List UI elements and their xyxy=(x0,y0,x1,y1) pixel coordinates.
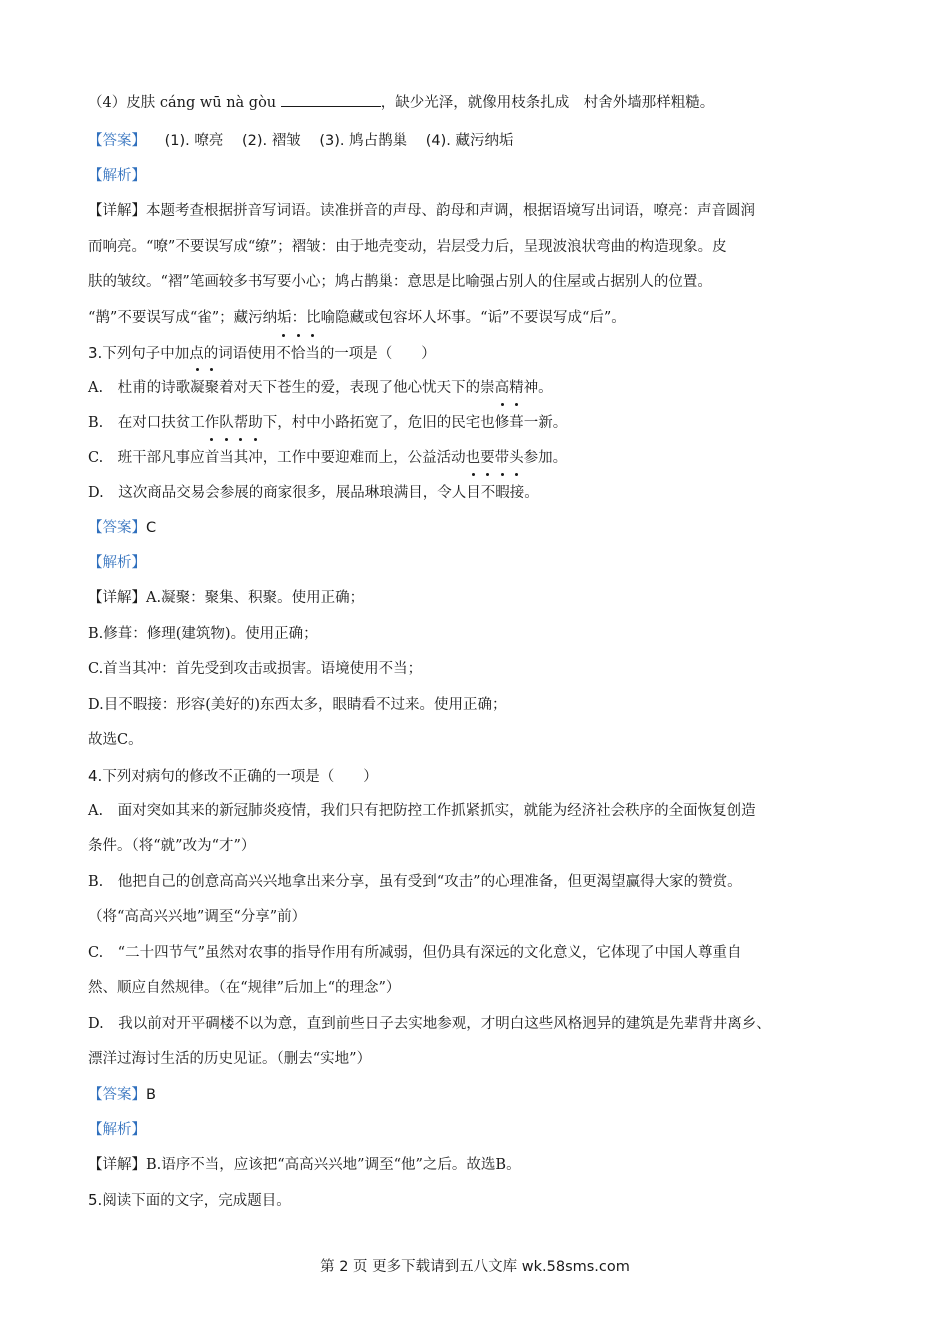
analysis-tag: 【解析】 xyxy=(88,1121,146,1138)
q2-item4-line xyxy=(88,86,868,121)
q3-answer-line xyxy=(88,511,868,546)
q3-option-a xyxy=(88,371,868,406)
q3-detail-line: D.目不暇接：形容(美好的)东西太多，眼睛看不过来。使用正确； xyxy=(88,696,507,713)
q4-option-line: C. “二十四节气”虽然对农事的指导作用有所减弱，但仍具有深远的文化意义，它体现了中国人尊重自 xyxy=(88,944,742,961)
q4-option-line: 漂洋过海讨生活的历史见证。（删去“实地”） xyxy=(88,1051,372,1067)
question-number: 3. xyxy=(88,344,103,362)
q4-answer: B xyxy=(146,1086,156,1103)
q4-stem xyxy=(88,759,868,794)
q3-option-d xyxy=(88,476,868,511)
dotted-char: 修 xyxy=(495,406,510,441)
page-footer: 第 2 页 更多下载请到五八文库 wk.58sms.com xyxy=(320,1259,630,1275)
question-number: 4. xyxy=(88,766,103,785)
q3-detail-line: C.首当其冲：首先受到攻击或损害。语境使用不当； xyxy=(88,661,423,677)
dotted-char: 其 xyxy=(234,441,249,476)
q4-option-line: （将“高高兴兴地”调至“分享”前） xyxy=(88,909,307,925)
q2-answer-line xyxy=(88,124,868,159)
q2-answer-2: (2). 褶皱 xyxy=(241,133,301,149)
analysis-tag: 【解析】 xyxy=(88,168,146,184)
q4-answer-line xyxy=(88,1078,868,1113)
q3-option-c xyxy=(88,441,868,476)
q4-option-line: B. 他把自己的创意高高兴兴地拿出来分享，虽有受到“攻击”的心理准备，但更渴望赢得大家的赞赏。 xyxy=(88,873,742,890)
q3-answer: C xyxy=(146,520,157,536)
q4-option-line: 然、顺应自然规律。（在“规律”后加上“的理念”） xyxy=(88,980,401,996)
dotted-char: 目 xyxy=(466,476,481,511)
question-number: 5. xyxy=(88,1190,103,1209)
q3-detail-line: 故选C。 xyxy=(88,732,143,748)
q3-stem xyxy=(88,336,868,371)
dotted-char: 葺 xyxy=(509,406,524,441)
q5-stem-text: 阅读下面的文字，完成题目。 xyxy=(102,1192,291,1209)
answer-blank xyxy=(281,92,381,107)
dotted-char: 当 xyxy=(305,337,320,372)
option-text: 一新。 xyxy=(523,415,568,431)
dotted-char: 凝 xyxy=(190,371,205,406)
q4-option-line: D. 我以前对开平碉楼不以为意，直到前些日子去实地参观，才明白这些风格迥异的建筑是先辈背井离乡、 xyxy=(88,1015,771,1032)
answer-tag: 【答案】 xyxy=(88,520,146,536)
answer-tag: 【答案】 xyxy=(88,1086,146,1103)
answer-tag: 【答案】 xyxy=(88,133,146,149)
q3-detail-line: 【详解】A.凝聚：聚集、积聚。使用正确； xyxy=(88,590,365,606)
q2-detail-line: 而响亮。“嘹”不要误写成“缭”；褶皱：由于地壳变动，岩层受力后，呈现波浪状弯曲的构造现象。皮 xyxy=(88,238,727,255)
q4-option-line: 条件。（将“就”改为“才”） xyxy=(88,838,256,854)
q4-stem-text: 下列对病句的修改不正确的一项是（ ） xyxy=(102,768,378,785)
q4-detail: 【详解】B.语序不当，应该把“高高兴兴地”调至“他”之后。故选B。 xyxy=(88,1156,521,1173)
q2-item4-prefix: （4）皮肤 cáng wū nà gòu xyxy=(88,95,281,111)
option-text: C. 班干部凡事应 xyxy=(88,450,205,466)
dotted-char: 当 xyxy=(219,441,234,476)
option-text: 。 xyxy=(524,485,539,501)
dotted-char: 不 xyxy=(481,476,496,511)
option-text: A. 杜甫的诗歌 xyxy=(88,380,191,396)
analysis-tag: 【解析】 xyxy=(88,555,146,571)
q2-item4-suffix: ，缺少光泽，就像用枝条扎成 村舍外墙那样粗糙。 xyxy=(380,95,715,111)
q2-detail-line: 肤的皱纹。“褶”笔画较多书写要小心；鸠占鹊巢：意思是比喻强占别人的住屋或占据别人的位置。 xyxy=(88,274,712,290)
dotted-char: 不 xyxy=(276,337,291,372)
q2-detail-line: 【详解】本题考查根据拼音写词语。读准拼音的声母、韵母和声调，根据语境写出词语，嘹亮：声音圆润 xyxy=(88,203,755,219)
q2-detail-line: “鹊”不要误写成“雀”；藏污纳垢：比喻隐藏或包容坏人坏事。“诟”不要误写成“后”。 xyxy=(88,309,626,326)
dotted-char: 首 xyxy=(205,441,220,476)
q3-option-b xyxy=(88,406,868,441)
q2-answer-3: (3). 鸠占鹊巢 xyxy=(319,133,408,149)
option-text: 着对天下苍生的爱，表现了他心忧天下的崇高精神。 xyxy=(219,380,553,396)
dotted-char: 暇 xyxy=(495,476,510,511)
q4-option-line: A. 面对突如其来的新冠肺炎疫情，我们只有把防控工作抓紧抓实，就能为经济社会秩序的全面恢复创造 xyxy=(88,802,756,819)
option-text: ，工作中要迎难而上，公益活动也要带头参加。 xyxy=(262,450,568,466)
q3-detail-line: B.修葺：修理(建筑物)。使用正确； xyxy=(88,625,318,642)
dotted-char: 恰 xyxy=(291,337,306,372)
option-text: D. 这次商品交易会参展的商家很多，展品琳琅满目，令人 xyxy=(88,485,467,501)
q2-answer-1: (1). 嘹亮 xyxy=(164,133,224,149)
dotted-char: 冲 xyxy=(248,441,263,476)
q3-stem-b: 的一项是（ ） xyxy=(319,346,436,362)
page-content xyxy=(88,86,868,1218)
q5-stem xyxy=(88,1183,868,1218)
q3-stem-a: 下列句子中加点的词语使用 xyxy=(102,346,277,362)
dotted-char: 聚 xyxy=(205,371,220,406)
option-text: B. 在对口扶贫工作队帮助下，村中小路拓宽了，危旧的民宅也 xyxy=(88,415,495,431)
dotted-char: 接 xyxy=(510,476,525,511)
q2-answer-4: (4). 藏污纳垢 xyxy=(425,133,514,149)
